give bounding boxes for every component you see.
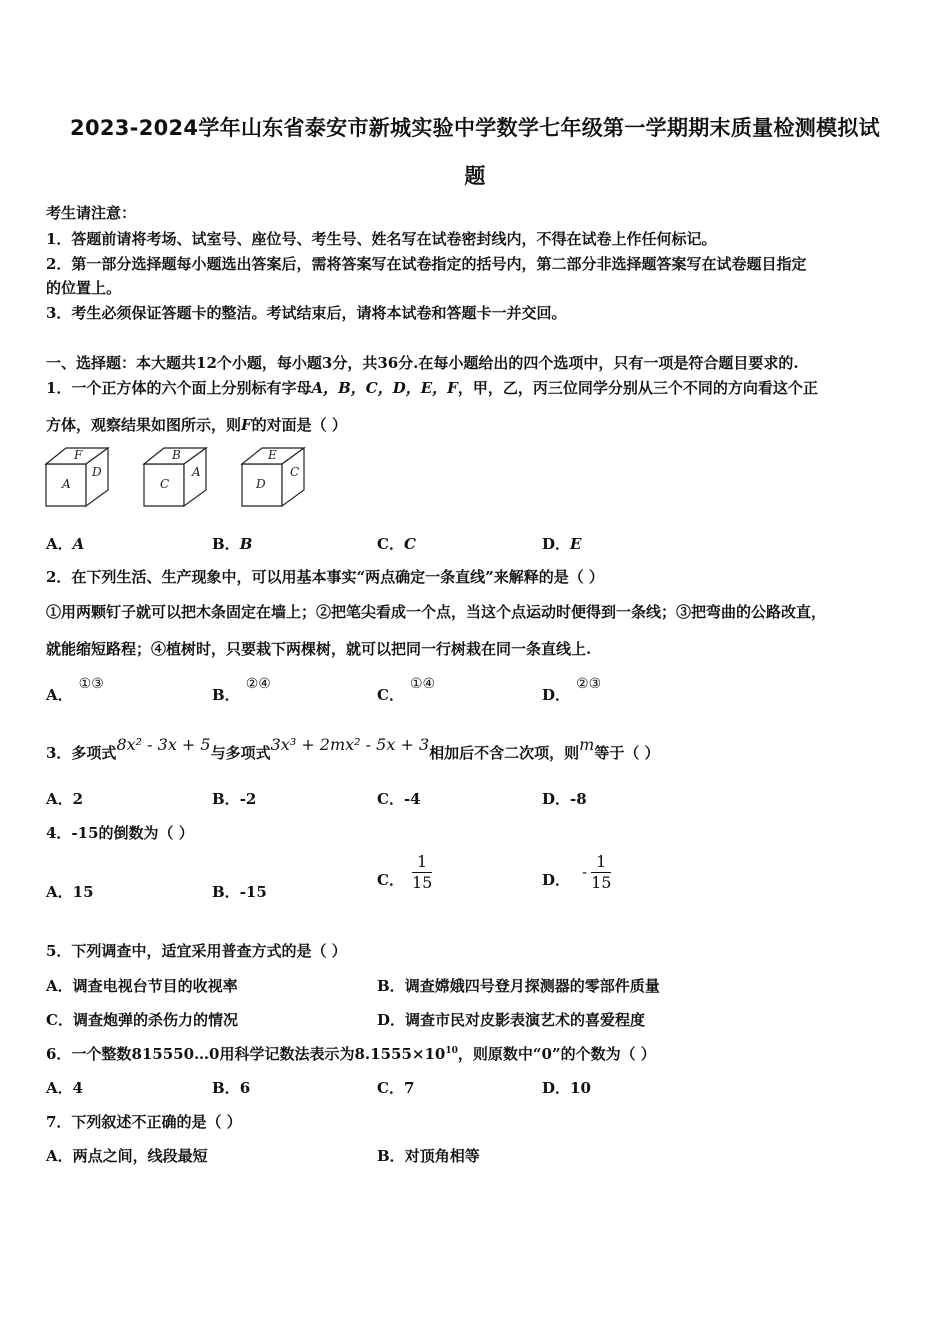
- q4-option-b[interactable]: B．-15: [212, 883, 267, 901]
- q1-stem-line2: 方体，观察结果如图所示，则F的对面是（ ）: [46, 416, 347, 434]
- q2-stem: 2．在下列生活、生产现象中，可以用基本事实“两点确定一条直线”来解释的是（ ）: [46, 568, 604, 586]
- cube-2-front-label: C: [160, 477, 170, 491]
- q1-option-a[interactable]: A．A: [46, 535, 85, 553]
- cube-2-top-label: B: [172, 448, 181, 462]
- q1-option-d[interactable]: D．E: [542, 535, 582, 553]
- q2-stem-line3: 就能缩短路程；④植树时，只要栽下两棵树，就可以把同一行树栽在同一条直线上.: [46, 640, 592, 658]
- cube-view-3: [240, 446, 310, 510]
- cube-view-2: [142, 446, 212, 510]
- q2-option-a[interactable]: A．①③: [46, 676, 104, 704]
- q3-option-a[interactable]: A．2: [46, 790, 84, 808]
- q4-option-c[interactable]: C． $\frac{1}{15}$: [377, 852, 433, 892]
- q4-stem: 4．-15的倒数为（ ）: [46, 824, 194, 842]
- q2-option-b[interactable]: B．②④: [212, 676, 271, 704]
- q6-stem: 6．一个整数815550…0用科学记数法表示为$8.1555\times 10^{10}$，则原数中“0”的个数为（ ）: [46, 1045, 656, 1063]
- q6-option-c[interactable]: C．7: [377, 1079, 415, 1097]
- cube-1-top-label: F: [74, 448, 83, 462]
- notice-item-3: 3．考生必须保证答题卡的整洁。考试结束后，请将本试卷和答题卡一并交回。: [46, 304, 567, 322]
- cube-1-side-label: D: [92, 465, 102, 479]
- q3-option-b[interactable]: B．-2: [212, 790, 257, 808]
- q3-polynomial-1: 8x² - 3x + 5: [116, 735, 211, 754]
- q5-option-d[interactable]: D．调查市民对皮影表演艺术的喜爱程度: [377, 1011, 646, 1029]
- exam-title: 2023-2024学年山东省泰安市新城实验中学数学七年级第一学期期末质量检测模拟试: [70, 116, 880, 140]
- q5-stem: 5．下列调查中，适宜采用普查方式的是（ ）: [46, 942, 347, 960]
- q4-option-d[interactable]: D． - $\frac{1}{15}$: [542, 852, 612, 892]
- q6-option-d[interactable]: D．10: [542, 1079, 591, 1097]
- q3-option-d[interactable]: D．-8: [542, 790, 587, 808]
- q6-option-a[interactable]: A．4: [46, 1079, 84, 1097]
- notice-item-2-cont: 的位置上。: [46, 279, 122, 297]
- q5-option-a[interactable]: A．调查电视台节目的收视率: [46, 977, 238, 995]
- notice-item-1: 1．答题前请将考场、试室号、座位号、考生号、姓名写在试卷密封线内，不得在试卷上作任何标记。: [46, 230, 717, 248]
- q4-option-a[interactable]: A．15: [46, 883, 94, 901]
- q2-option-d[interactable]: D．②③: [542, 676, 602, 704]
- q7-option-a[interactable]: A．两点之间，线段最短: [46, 1147, 208, 1165]
- cube-1-front-label: A: [62, 477, 71, 491]
- cube-3-front-label: D: [256, 477, 266, 491]
- q7-stem: 7．下列叙述不正确的是（ ）: [46, 1113, 242, 1131]
- cube-2-side-label: A: [192, 465, 201, 479]
- q1-option-c[interactable]: C．C: [377, 535, 416, 553]
- q7-option-b[interactable]: B．对顶角相等: [377, 1147, 480, 1165]
- notice-heading: 考生请注意：: [46, 204, 137, 222]
- q3-stem: 3．多项式8x² - 3x + 5与多项式3x³ + 2mx² - 5x + 3相加后不含二次项，则m等于（ ）: [46, 735, 660, 762]
- q3-option-c[interactable]: C．-4: [377, 790, 421, 808]
- notice-item-2: 2．第一部分选择题每小题选出答案后，需将答案写在试卷指定的括号内，第二部分非选择题答案写在试卷题目指定: [46, 255, 807, 273]
- q2-stem-line2: ①用两颗钉子就可以把木条固定在墙上；②把笔尖看成一个点，当这个点运动时便得到一条线；③把弯曲的公路改直，: [46, 603, 827, 621]
- cube-3-top-label: E: [268, 448, 277, 462]
- cube-3-side-label: C: [290, 465, 300, 479]
- q5-option-b[interactable]: B．调查嫦娥四号登月探测器的零部件质量: [377, 977, 660, 995]
- q6-option-b[interactable]: B．6: [212, 1079, 251, 1097]
- section-heading: 一、选择题：本大题共12个小题，每小题3分，共36分.在每小题给出的四个选项中，只有一项是符合题目要求的.: [46, 354, 799, 372]
- q3-polynomial-2: 3x³ + 2mx² - 5x + 3: [270, 735, 430, 754]
- q1-option-b[interactable]: B．B: [212, 535, 253, 553]
- q2-option-c[interactable]: C．①④: [377, 676, 436, 704]
- exam-title-cont: 题: [464, 164, 486, 188]
- q5-option-c[interactable]: C．调查炮弹的杀伤力的情况: [46, 1011, 238, 1029]
- q1-stem-line1: 1．一个正方体的六个面上分别标有字母A，B，C，D，E，F，甲，乙，丙三位同学分别从三个不同的方向看这个正: [46, 379, 818, 397]
- cube-view-1: [44, 446, 114, 510]
